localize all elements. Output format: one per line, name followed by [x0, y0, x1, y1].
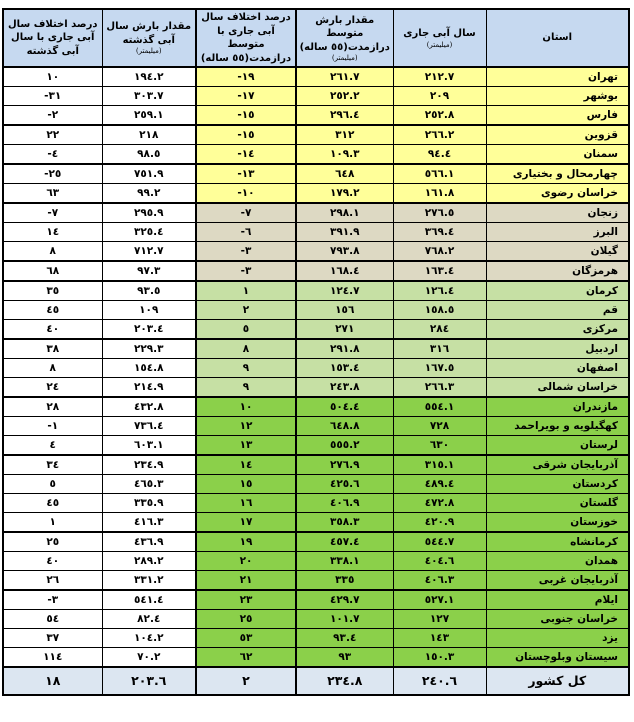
cell-pct-vs-longterm: ١٧ — [196, 513, 296, 533]
table-row — [3, 203, 629, 223]
cell-province: گلستان — [486, 494, 629, 513]
cell-last-year: ٨٢.٤ — [102, 610, 196, 629]
table-row — [3, 145, 629, 165]
cell-current-year: ٦٣٠ — [393, 436, 486, 456]
cell-longterm-avg: ١٧٩.٢ — [296, 184, 393, 204]
table-row — [3, 87, 629, 106]
cell-province: ایلام — [486, 590, 629, 610]
cell-last-year: ١٠٩ — [102, 301, 196, 320]
cell-pct-vs-last: ٨ — [3, 242, 102, 262]
cell-last-year: ٤١٦.٣ — [102, 513, 196, 533]
cell-pct-vs-last: ١١٤ — [3, 648, 102, 668]
cell-current-year: ٧٢٨ — [393, 417, 486, 436]
cell-current-year: ١٤٣ — [393, 629, 486, 648]
table-row — [3, 339, 629, 359]
cell-pct-vs-last: ٦٨ — [3, 261, 102, 281]
cell-last-year: ٣٣١.٢ — [102, 571, 196, 591]
table-row — [3, 590, 629, 610]
header-pct-vs-last — [3, 9, 102, 67]
table-row — [3, 223, 629, 242]
cell-province: هرمزگان — [486, 261, 629, 281]
table-row — [3, 629, 629, 648]
cell-pct-vs-longterm: -١٥ — [196, 125, 296, 145]
cell-pct-vs-last: -٧ — [3, 203, 102, 223]
header-row — [3, 9, 629, 67]
cell-pct-vs-last: ٤٠ — [3, 320, 102, 340]
cell-current-year: ٢٦٦.٢ — [393, 125, 486, 145]
cell-pct-vs-longterm: ١٩ — [196, 532, 296, 552]
cell-longterm-avg: ٥٠٤.٤ — [296, 397, 393, 417]
cell-longterm-avg: ٥٥٥.٢ — [296, 436, 393, 456]
cell-province: لرستان — [486, 436, 629, 456]
cell-last-year: ٤٣٦.٩ — [102, 532, 196, 552]
table-row — [3, 106, 629, 126]
table-footer — [3, 667, 629, 695]
cell-total-longterm-avg: ٢٣٤.٨ — [296, 667, 393, 695]
cell-current-year: ٢٨٤ — [393, 320, 486, 340]
cell-current-year: ٤٠٦.٣ — [393, 571, 486, 591]
cell-current-year: ٤٠٤.٦ — [393, 552, 486, 571]
cell-longterm-avg: ٢٩٦.٤ — [296, 106, 393, 126]
cell-longterm-avg: ٣٩١.٩ — [296, 223, 393, 242]
cell-longterm-avg: ٢٧١ — [296, 320, 393, 340]
cell-pct-vs-longterm: ١ — [196, 281, 296, 301]
cell-last-year: ٣٣٥.٩ — [102, 494, 196, 513]
cell-last-year: ٧١٢.٧ — [102, 242, 196, 262]
cell-current-year: ٤٢٠.٩ — [393, 513, 486, 533]
cell-province: اردبیل — [486, 339, 629, 359]
cell-longterm-avg: ٩٣ — [296, 648, 393, 668]
cell-province: کردستان — [486, 475, 629, 494]
cell-longterm-avg: ١٥٣.٤ — [296, 359, 393, 378]
header-province-label: استان — [542, 32, 573, 44]
cell-province: سیستان وبلوچستان — [486, 648, 629, 668]
cell-pct-vs-last: ٢٦ — [3, 571, 102, 591]
table-row — [3, 610, 629, 629]
cell-current-year: ١٥٠.٣ — [393, 648, 486, 668]
cell-total-pct-vs-longterm: ٢ — [196, 667, 296, 695]
cell-last-year: ١٥٤.٨ — [102, 359, 196, 378]
cell-province: چهارمحال و بختیاری — [486, 164, 629, 184]
cell-province: قزوین — [486, 125, 629, 145]
cell-pct-vs-longterm: ٩ — [196, 378, 296, 398]
table-row — [3, 648, 629, 668]
cell-last-year: ٤٦٥.٣ — [102, 475, 196, 494]
cell-pct-vs-last: -٣ — [3, 590, 102, 610]
cell-current-year: ١٢٧ — [393, 610, 486, 629]
cell-current-year: ٥٥٤.١ — [393, 397, 486, 417]
cell-current-year: ١٢٦.٤ — [393, 281, 486, 301]
total-row — [3, 667, 629, 695]
cell-pct-vs-last: ٥٤ — [3, 610, 102, 629]
cell-pct-vs-last: ٤٥ — [3, 301, 102, 320]
cell-last-year: ٢٨٩.٢ — [102, 552, 196, 571]
header-current-year — [393, 9, 486, 67]
cell-last-year: ٣٢٥.٤ — [102, 223, 196, 242]
cell-last-year: ٢١٨ — [102, 125, 196, 145]
cell-province: خوزستان — [486, 513, 629, 533]
cell-province: خراسان رضوی — [486, 184, 629, 204]
cell-last-year: ٩٩.٢ — [102, 184, 196, 204]
table-row — [3, 571, 629, 591]
cell-province: تهران — [486, 67, 629, 87]
table-row — [3, 125, 629, 145]
table-row — [3, 261, 629, 281]
cell-longterm-avg: ٢٩٨.١ — [296, 203, 393, 223]
cell-pct-vs-longterm: -١٩ — [196, 67, 296, 87]
cell-pct-vs-longterm: -٣ — [196, 261, 296, 281]
cell-province: آذربایجان غربی — [486, 571, 629, 591]
cell-current-year: ٥٢٧.١ — [393, 590, 486, 610]
cell-pct-vs-last: ٢٤ — [3, 378, 102, 398]
cell-pct-vs-last: -٣١ — [3, 87, 102, 106]
cell-pct-vs-longterm: -١٤ — [196, 145, 296, 165]
cell-last-year: ١٩٤.٢ — [102, 67, 196, 87]
cell-province: خراسان جنوبی — [486, 610, 629, 629]
cell-last-year: ٧٠.٢ — [102, 648, 196, 668]
table-row — [3, 378, 629, 398]
cell-province: مازندران — [486, 397, 629, 417]
cell-current-year: ٤٨٩.٤ — [393, 475, 486, 494]
cell-pct-vs-longterm: ١٤ — [196, 455, 296, 475]
header-longterm-avg-label: مقدار بارش متوسط درازمدت(٥٥ ساله) — [299, 14, 390, 53]
cell-pct-vs-last: ٢٢ — [3, 125, 102, 145]
header-current-year-unit: (میلیمتر) — [426, 40, 453, 49]
cell-province: مرکزی — [486, 320, 629, 340]
cell-pct-vs-longterm: ٦٢ — [196, 648, 296, 668]
cell-longterm-avg: ١٠٩.٣ — [296, 145, 393, 165]
cell-last-year: ٢٩٥.٩ — [102, 203, 196, 223]
cell-current-year: ١٦٣.٤ — [393, 261, 486, 281]
header-last-year-label: مقدار بارش سال آبی گذشته — [106, 21, 192, 46]
table-row — [3, 67, 629, 87]
cell-province: کهگیلویه و بویراحمد — [486, 417, 629, 436]
cell-pct-vs-longterm: -١٥ — [196, 106, 296, 126]
cell-current-year: ٢٥٢.٨ — [393, 106, 486, 126]
cell-longterm-avg: ٣٣٥ — [296, 571, 393, 591]
table-row — [3, 417, 629, 436]
cell-current-year: ٣٦٩.٤ — [393, 223, 486, 242]
cell-longterm-avg: ٢٧٦.٩ — [296, 455, 393, 475]
cell-pct-vs-last: ٣٥ — [3, 281, 102, 301]
cell-pct-vs-longterm: -٧ — [196, 203, 296, 223]
cell-longterm-avg: ٤٠٦.٩ — [296, 494, 393, 513]
cell-longterm-avg: ٦٤٨.٨ — [296, 417, 393, 436]
cell-last-year: ٩٧.٣ — [102, 261, 196, 281]
table-header — [3, 9, 629, 67]
cell-pct-vs-last: ٥ — [3, 475, 102, 494]
cell-pct-vs-longterm: ٨ — [196, 339, 296, 359]
cell-province: فارس — [486, 106, 629, 126]
cell-province: همدان — [486, 552, 629, 571]
cell-province: زنجان — [486, 203, 629, 223]
cell-current-year: ٢٧٦.٥ — [393, 203, 486, 223]
cell-province: آذربایجان شرقی — [486, 455, 629, 475]
cell-longterm-avg: ٤٢٩.٧ — [296, 590, 393, 610]
cell-longterm-avg: ٩٣.٤ — [296, 629, 393, 648]
cell-pct-vs-last: ٣٧ — [3, 629, 102, 648]
cell-last-year: ٦٠٣.١ — [102, 436, 196, 456]
cell-province: البرز — [486, 223, 629, 242]
cell-pct-vs-longterm: ١٦ — [196, 494, 296, 513]
cell-last-year: ٩٨.٥ — [102, 145, 196, 165]
cell-pct-vs-last: -٢٥ — [3, 164, 102, 184]
cell-pct-vs-last: ٦٣ — [3, 184, 102, 204]
table-row — [3, 184, 629, 204]
cell-pct-vs-last: -٤ — [3, 145, 102, 165]
cell-last-year: ٢٢٩.٣ — [102, 339, 196, 359]
cell-longterm-avg: ٣١٢ — [296, 125, 393, 145]
cell-total-current-year: ٢٤٠.٦ — [393, 667, 486, 695]
cell-last-year: ٢٠٣.٤ — [102, 320, 196, 340]
cell-pct-vs-last: ٣٨ — [3, 339, 102, 359]
cell-current-year: ١٦١.٨ — [393, 184, 486, 204]
cell-current-year: ١٦٧.٥ — [393, 359, 486, 378]
cell-pct-vs-last: ٢٥ — [3, 532, 102, 552]
cell-longterm-avg: ٣٣٨.١ — [296, 552, 393, 571]
cell-longterm-avg: ٦٤٨ — [296, 164, 393, 184]
header-pct-vs-longterm — [196, 9, 296, 67]
cell-pct-vs-longterm: -٦ — [196, 223, 296, 242]
cell-longterm-avg: ٢٥٢.٢ — [296, 87, 393, 106]
table-row — [3, 164, 629, 184]
cell-pct-vs-last: ١٠ — [3, 67, 102, 87]
cell-longterm-avg: ٣٥٨.٣ — [296, 513, 393, 533]
cell-pct-vs-longterm: ١٠ — [196, 397, 296, 417]
precipitation-table — [2, 8, 630, 696]
cell-last-year: ٥٤١.٤ — [102, 590, 196, 610]
cell-longterm-avg: ٤٥٧.٤ — [296, 532, 393, 552]
cell-current-year: ٣١٥.١ — [393, 455, 486, 475]
cell-last-year: ٢٣٤.٩ — [102, 455, 196, 475]
cell-pct-vs-last: -١ — [3, 417, 102, 436]
cell-pct-vs-longterm: ١٥ — [196, 475, 296, 494]
header-longterm-avg-unit: (میلیمتر) — [331, 54, 358, 63]
header-last-year — [102, 9, 196, 67]
cell-pct-vs-last: ٣٤ — [3, 455, 102, 475]
cell-province: یزد — [486, 629, 629, 648]
cell-pct-vs-last: ١ — [3, 513, 102, 533]
cell-pct-vs-longterm: -١٧ — [196, 87, 296, 106]
cell-current-year: ١٥٨.٥ — [393, 301, 486, 320]
cell-pct-vs-last: ٤٠ — [3, 552, 102, 571]
cell-province: سمنان — [486, 145, 629, 165]
table-row — [3, 455, 629, 475]
header-pct-vs-last-label: درصد اختلاف سال آبی جاری با سال آبی گذشته — [8, 18, 98, 57]
table-row — [3, 513, 629, 533]
cell-pct-vs-longterm: -٣ — [196, 242, 296, 262]
cell-province: کرمان — [486, 281, 629, 301]
cell-current-year: ٢١٢.٧ — [393, 67, 486, 87]
cell-longterm-avg: ١٥٦ — [296, 301, 393, 320]
cell-last-year: ١٠٤.٢ — [102, 629, 196, 648]
cell-last-year: ٤٣٢.٨ — [102, 397, 196, 417]
cell-pct-vs-longterm: ٢٣ — [196, 590, 296, 610]
cell-longterm-avg: ١٠١.٧ — [296, 610, 393, 629]
table-row — [3, 320, 629, 340]
cell-longterm-avg: ١٦٨.٤ — [296, 261, 393, 281]
cell-pct-vs-longterm: -١٣ — [196, 164, 296, 184]
cell-current-year: ٢٦٦.٣ — [393, 378, 486, 398]
cell-longterm-avg: ٧٩٣.٨ — [296, 242, 393, 262]
cell-last-year: ٢١٤.٩ — [102, 378, 196, 398]
cell-longterm-avg: ٢٤٣.٨ — [296, 378, 393, 398]
cell-province: بوشهر — [486, 87, 629, 106]
cell-longterm-avg: ٢٦١.٧ — [296, 67, 393, 87]
table-row — [3, 552, 629, 571]
header-last-year-unit: (میلیمتر) — [135, 47, 162, 56]
cell-total-last-year: ٢٠٣.٦ — [102, 667, 196, 695]
cell-pct-vs-longterm: ٥ — [196, 320, 296, 340]
table-row — [3, 242, 629, 262]
cell-province: اصفهان — [486, 359, 629, 378]
cell-pct-vs-longterm: ٥٣ — [196, 629, 296, 648]
cell-total-label: کل کشور — [486, 667, 629, 695]
table-row — [3, 301, 629, 320]
table-row — [3, 475, 629, 494]
cell-pct-vs-last: ٤ — [3, 436, 102, 456]
cell-current-year: ٧٦٨.٢ — [393, 242, 486, 262]
cell-province: کرمانشاه — [486, 532, 629, 552]
cell-pct-vs-last: ١٤ — [3, 223, 102, 242]
cell-province: گیلان — [486, 242, 629, 262]
cell-current-year: ٤٧٢.٨ — [393, 494, 486, 513]
table-row — [3, 532, 629, 552]
table-row — [3, 494, 629, 513]
cell-total-pct-vs-last: ١٨ — [3, 667, 102, 695]
cell-last-year: ٧٥١.٩ — [102, 164, 196, 184]
cell-last-year: ٣٠٣.٧ — [102, 87, 196, 106]
cell-current-year: ٩٤.٤ — [393, 145, 486, 165]
cell-pct-vs-longterm: ٩ — [196, 359, 296, 378]
cell-pct-vs-last: ٨ — [3, 359, 102, 378]
cell-current-year: ٥٦٦.١ — [393, 164, 486, 184]
header-pct-vs-longterm-label: درصد اختلاف سال آبی جاری با متوسط درازمدت(٥٥ ساله) — [200, 12, 292, 64]
cell-longterm-avg: ١٢٤.٧ — [296, 281, 393, 301]
cell-current-year: ٢٠٩ — [393, 87, 486, 106]
cell-last-year: ٧٣٦.٤ — [102, 417, 196, 436]
cell-province: خراسان شمالی — [486, 378, 629, 398]
cell-pct-vs-longterm: ١٣ — [196, 436, 296, 456]
table-row — [3, 281, 629, 301]
cell-pct-vs-longterm: ٢ — [196, 301, 296, 320]
cell-pct-vs-longterm: ٢٥ — [196, 610, 296, 629]
cell-pct-vs-longterm: ١٢ — [196, 417, 296, 436]
cell-longterm-avg: ٢٩١.٨ — [296, 339, 393, 359]
cell-pct-vs-last: ٤٥ — [3, 494, 102, 513]
cell-pct-vs-longterm: ٢٠ — [196, 552, 296, 571]
cell-last-year: ٢٥٩.١ — [102, 106, 196, 126]
table-row — [3, 359, 629, 378]
cell-pct-vs-longterm: -١٠ — [196, 184, 296, 204]
cell-longterm-avg: ٤٢٥.٦ — [296, 475, 393, 494]
cell-pct-vs-last: ٢٨ — [3, 397, 102, 417]
header-province — [486, 9, 629, 67]
table-row — [3, 436, 629, 456]
cell-province: قم — [486, 301, 629, 320]
table-row — [3, 397, 629, 417]
cell-pct-vs-last: -٢ — [3, 106, 102, 126]
cell-current-year: ٣١٦ — [393, 339, 486, 359]
header-current-year-label: سال آبی جاری — [403, 28, 476, 40]
cell-current-year: ٥٤٤.٧ — [393, 532, 486, 552]
header-longterm-avg — [296, 9, 393, 67]
table-body — [3, 67, 629, 667]
cell-pct-vs-longterm: ٢١ — [196, 571, 296, 591]
cell-last-year: ٩٣.٥ — [102, 281, 196, 301]
